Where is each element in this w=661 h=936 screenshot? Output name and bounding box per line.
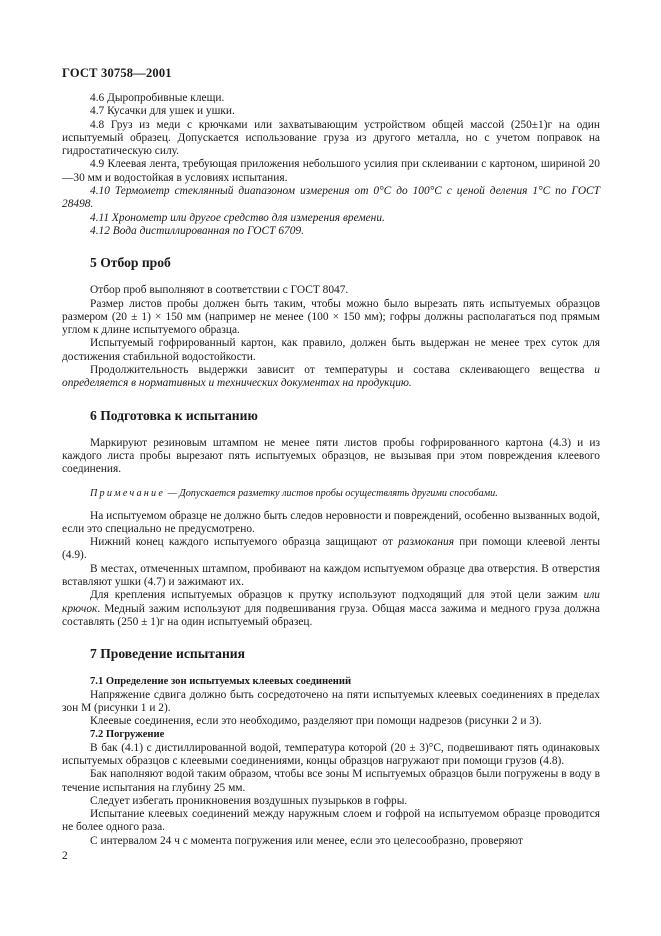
- section-6-paragraph: [62, 536, 600, 563]
- text-run: Для крепления испытуемых образцов к прутку используют подходящий для этой цели зажим: [90, 589, 584, 602]
- list-item-4-10: 4.10 Термометр стеклянный диапазоном измерения от 0°С до 100°С с ценой деления 1°С по ГОСТ 28498.: [62, 185, 600, 211]
- section-7-paragraph: Напряжение сдвига должно быть сосредоточено на пяти испытуемых клеевых соединениях в пределах зон М (рисунки 1 и 2).: [62, 688, 600, 714]
- italic-run: или крючок: [62, 589, 600, 615]
- italic-run: и определяется в нормативных и технических документах на продукцию.: [62, 364, 600, 390]
- section-5-paragraph-last: [62, 364, 600, 391]
- list-item-4-7: 4.7 Кусачки для ушек и ушки.: [90, 105, 235, 118]
- section-5-paragraph: Размер листов пробы должен быть таким, чтобы можно было вырезать пять испытуемых образцов размером (20 ± 1) × 150 мм (например не менее (100 × 150 мм); гофры должны располагаться под прямым углом к длине испытуемого образца.: [62, 297, 600, 337]
- text-run: Продолжительность выдержки зависит от температуры и состава склеивающего вещества: [90, 364, 585, 377]
- section-7-paragraph: Испытание клеевых соединений между наружным слоем и гофрой на испытуемом образце проводится не более одного раза.: [62, 808, 600, 834]
- note: [62, 487, 600, 500]
- list-item-4-12: 4.12 Вода дистиллированная по ГОСТ 6709.: [90, 224, 304, 237]
- section-5-title: 5 Отбор проб: [90, 255, 171, 271]
- list-item-4-9: 4.9 Клеевая лента, требующая приложения небольшого усилия при склеивании с картоном, шириной 20—30 мм и водостойкая в условиях испытания.: [62, 158, 600, 184]
- section-7-paragraph: Следует избегать проникновения воздушных пузырьков в гофры.: [90, 794, 408, 807]
- list-item-4-11: 4.11 Хронометр или другое средство для измерения времени.: [90, 211, 385, 224]
- section-7-paragraph: В бак (4.1) с дистиллированной водой, температура которой (20 ± 3)°С, подвешивают пять одинаковых испытуемых образцов с клеевыми соединениями, концы образцов нагружают при помощи грузов (4.8).: [62, 741, 600, 767]
- section-6-title: 6 Подготовка к испытанию: [90, 407, 258, 423]
- text-run: при помощи клеевой ленты (4.9).: [62, 536, 600, 562]
- list-item-4-6: 4.6 Дыропробивные клещи.: [90, 92, 225, 104]
- subsection-7-1-title: 7.1 Определение зон испытуемых клеевых соединений: [90, 676, 352, 688]
- section-7-paragraph: Бак наполняют водой таким образом, чтобы все зоны М испытуемых образцов были погружены в воду в течение испытания на глубину 25 мм.: [62, 768, 600, 794]
- document-body: [62, 92, 600, 848]
- section-6-paragraph: В местах, отмеченных штампом, пробивают на каждом испытуемом образце два отверстия. В отверстия вставляют ушки (4.7) и зажимают их.: [62, 562, 600, 589]
- section-6-paragraph: Маркируют резиновым штампом не менее пяти листов пробы гофрированного картона (4.3) и из каждого листа пробы вырезают пять испытуемых образцов, не вызывая при этом повреждения клеевого соединения.: [62, 436, 600, 476]
- list-item-4-8: 4.8 Груз из меди с крючками или захватывающим устройством общей массой (250±1)г на один испытуемый образец. Допускается использование груза из другого металла, но с учетом поправок на гидростатическую силу.: [62, 118, 600, 158]
- section-6-paragraph: На испытуемом образце не должно быть следов неровности и повреждений, особенно вызванных водой, если это специально не предусмотрено.: [62, 509, 600, 535]
- section-6-paragraph: [62, 589, 600, 629]
- standard-header: ГОСТ 30758—2001: [62, 66, 172, 80]
- text-run: . Медный зажим используют для подвешивания груза. Общая масса зажима и медного груза должна составлять (250 ± 1)г на один испытуемый образец.: [62, 602, 600, 628]
- section-7-paragraph: Клеевые соединения, если это необходимо, разделяют при помощи надрезов (рисунки 2 и 3).: [90, 715, 542, 728]
- note-label: Примечание: [90, 487, 166, 499]
- section-7-paragraph: С интервалом 24 ч с момента погружения или менее, если это целесообразно, проверяют: [90, 834, 523, 847]
- section-5-paragraph: Испытуемый гофрированный картон, как правило, должен быть выдержан не менее трех суток для достижения стабильной водостойкости.: [62, 337, 600, 363]
- subsection-7-2-title: 7.2 Погружение: [90, 729, 165, 741]
- section-5-paragraph: Отбор проб выполняют в соответствии с ГОСТ 8047.: [90, 284, 349, 297]
- page-number: 2: [62, 850, 68, 862]
- note-text: — Допускается разметку листов пробы осуществлять другими способами.: [165, 487, 498, 499]
- italic-run: размокания: [398, 536, 454, 549]
- text-run: Нижний конец каждого испытуемого образца защищают от: [90, 536, 399, 549]
- section-7-title: 7 Проведение испытания: [90, 646, 245, 662]
